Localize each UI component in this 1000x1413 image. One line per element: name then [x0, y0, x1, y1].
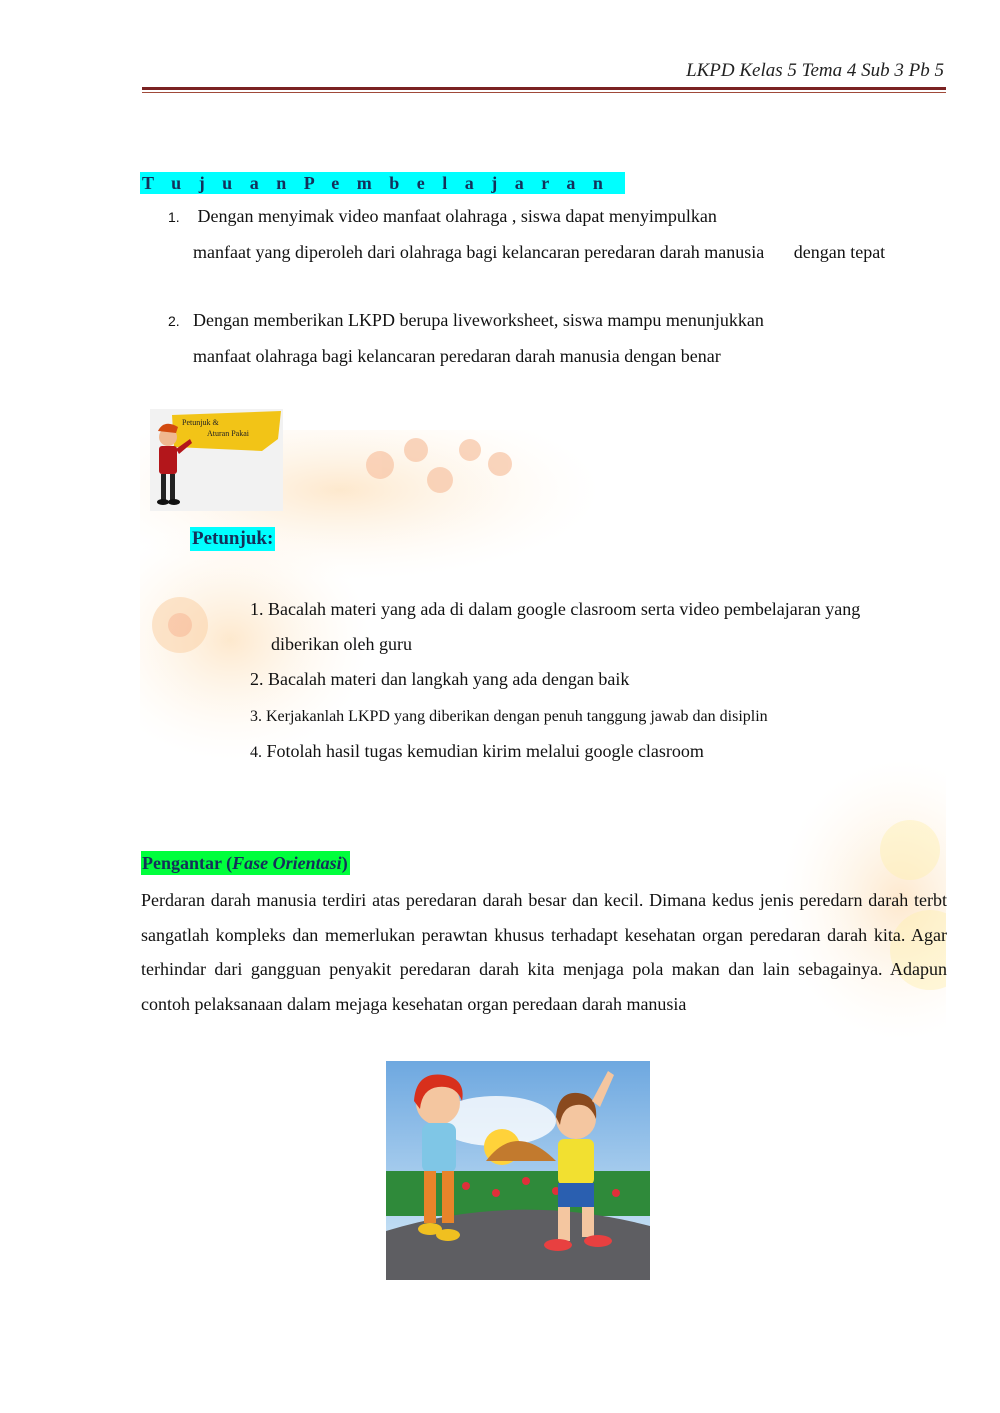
kids-exercising-icon	[386, 1061, 650, 1280]
objective-line: manfaat olahraga bagi kelancaran peredaran darah manusia dengan benar	[193, 346, 721, 366]
instruction-step-3	[250, 699, 768, 734]
step-text: Fotolah hasil tugas kemudian kirim melalui google clasroom	[266, 741, 704, 761]
pengantar-heading-main: Pengantar (	[142, 853, 233, 873]
objective-number: 2.	[168, 313, 180, 329]
petunjuk-caption-line-1: Petunjuk &	[182, 418, 219, 427]
document-header: LKPD Kelas 5 Tema 4 Sub 3 Pb 5	[686, 60, 944, 81]
objective-number: 1.	[168, 209, 180, 225]
step-number: 3.	[250, 708, 262, 725]
pengantar-paragraph: Perdaran darah manusia terdiri atas peredaran darah besar dan kecil. Dimana kedus jenis peredarn darah terbt sangatlah kompleks dan memerlukan perawtan khusus terhadapt kesehatan organ peredaran darah kita. Agar terhindar dari gangguan penyakit peredaran darah kita menjaga pola makan dan lain sebagainya. Adapun contoh pelaksanaan dalam mejaga kesehatan organ peredaan darah manusia	[141, 890, 947, 1014]
objective-line: dengan tepat	[793, 242, 886, 262]
step-text: Bacalah materi dan langkah yang ada dengan baik	[268, 669, 630, 689]
step-text: Kerjakanlah LKPD yang diberikan dengan penuh tanggung jawab dan disiplin	[266, 708, 768, 725]
objective-item-1	[168, 199, 885, 270]
instruction-step-2	[250, 662, 629, 697]
instruction-step-4	[250, 734, 704, 770]
pengantar-heading-end: )	[341, 853, 348, 873]
cartoon-man-pointing-icon	[150, 409, 283, 511]
petunjuk-caption-line-2: Aturan Pakai	[207, 429, 249, 438]
step-number: 1.	[250, 599, 264, 619]
instruction-step-1	[250, 592, 860, 662]
step-number: 2.	[250, 669, 264, 689]
step-number: 4.	[250, 744, 262, 761]
petunjuk-heading: Petunjuk:	[192, 528, 274, 549]
header-rule	[142, 87, 946, 90]
objective-line: Dengan menyimak video manfaat olahraga , siswa dapat menyimpulkan	[193, 206, 717, 226]
header-rule-thin	[142, 92, 946, 93]
objective-item-2	[168, 303, 764, 374]
objective-line: manfaat yang diperoleh dari olahraga bagi kelancaran peredaran darah manusia	[193, 242, 765, 262]
pengantar-heading	[141, 851, 350, 875]
step-text: Bacalah materi yang ada di dalam google clasroom serta video pembelajaran yang	[268, 599, 861, 619]
objective-line: Dengan memberikan LKPD berupa liveworksheet, siswa mampu menunjukkan	[193, 310, 764, 330]
tujuan-heading: T u j u a n P e m b e l a j a r a n	[140, 172, 625, 194]
pengantar-heading-italic: Fase Orientasi	[232, 853, 342, 873]
step-text: diberikan oleh guru	[271, 634, 412, 654]
